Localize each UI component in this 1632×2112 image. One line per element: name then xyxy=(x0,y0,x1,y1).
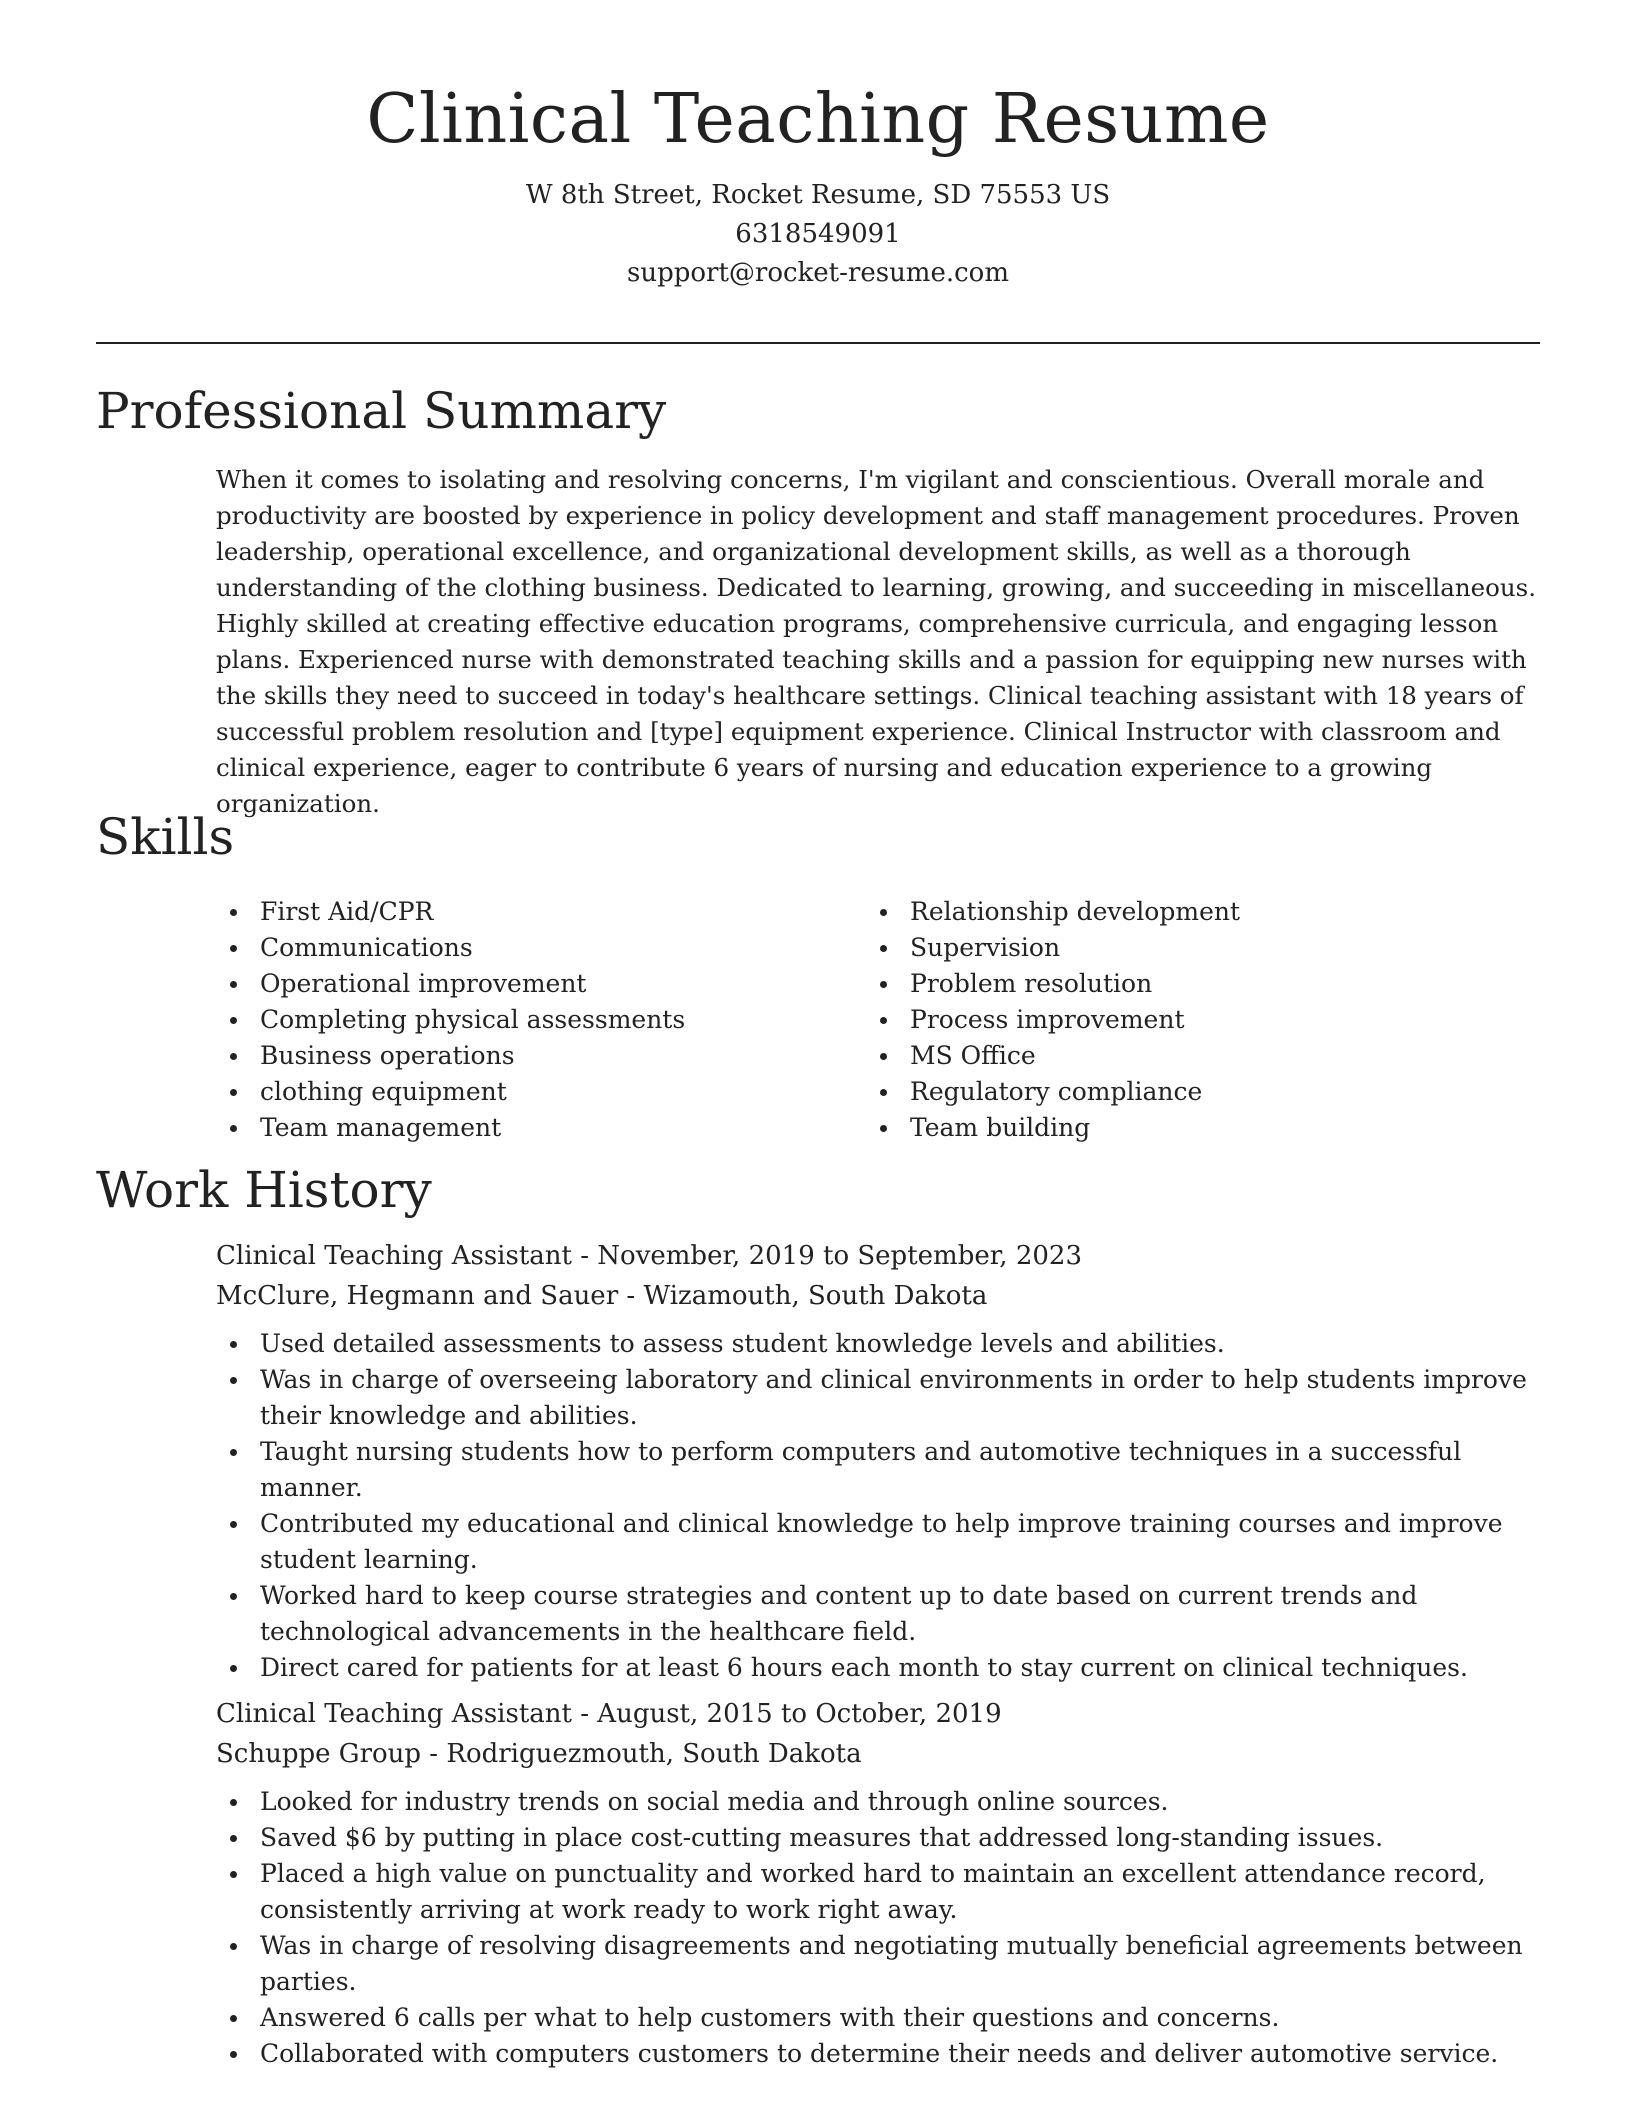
address: W 8th Street, Rocket Resume, SD 75553 US xyxy=(525,180,1111,210)
job-dates: - August, 2015 to October, 2019 xyxy=(571,1699,1002,1729)
skills-heading: Skills xyxy=(96,808,235,866)
resume-title: Clinical Teaching Resume xyxy=(366,80,1270,159)
skill-item: Relationship development xyxy=(866,894,1516,930)
contact-info xyxy=(96,176,1540,293)
job-bullet: Taught nursing students how to perform computers and automotive techniques in a successful manner. xyxy=(216,1434,1546,1506)
skill-item: Team building xyxy=(866,1110,1516,1146)
skill-item: Team management xyxy=(216,1110,866,1146)
skill-item: First Aid/CPR xyxy=(216,894,866,930)
job-company-line xyxy=(216,1734,1546,1774)
email: support@rocket-resume.com xyxy=(626,258,1009,288)
summary-heading: Professional Summary xyxy=(96,382,667,440)
skill-item: Communications xyxy=(216,930,866,966)
job-bullet: Contributed my educational and clinical knowledge to help improve training courses and improve student learning. xyxy=(216,1506,1546,1578)
job-bullet: Direct cared for patients for at least 6 hours each month to stay current on clinical techniques. xyxy=(216,1650,1546,1686)
job-location: - Rodriguezmouth, South Dakota xyxy=(421,1739,862,1769)
job-bullets xyxy=(216,1326,1546,1686)
job-company-line xyxy=(216,1276,1546,1316)
skill-item: Regulatory compliance xyxy=(866,1074,1516,1110)
job-title: Clinical Teaching Assistant xyxy=(216,1699,572,1729)
job-title-line xyxy=(216,1236,1546,1276)
header-divider xyxy=(96,342,1540,344)
job-title-line xyxy=(216,1694,1546,1734)
skill-item: Business operations xyxy=(216,1038,866,1074)
phone: 6318549091 xyxy=(735,219,901,249)
job-bullet: Saved $6 by putting in place cost-cutting measures that addressed long-standing issues. xyxy=(216,1820,1546,1856)
job-title: Clinical Teaching Assistant xyxy=(216,1241,572,1271)
job-company: McClure, Hegmann and Sauer xyxy=(216,1281,619,1311)
job-entry xyxy=(216,1694,1546,2072)
skill-item: Process improvement xyxy=(866,1002,1516,1038)
job-bullet: Answered 6 calls per what to help customers with their questions and concerns. xyxy=(216,2000,1546,2036)
job-bullet: Worked hard to keep course strategies and content up to date based on current trends and technological advancements in the healthcare field. xyxy=(216,1578,1546,1650)
skills-list xyxy=(216,894,1546,1146)
skill-item: Completing physical assessments xyxy=(216,1002,866,1038)
summary-text: When it comes to isolating and resolving concerns, I'm vigilant and conscientious. Overall morale and productivity are boosted by experience in policy development and staff management procedures. Proven leadership, operational excellence, and organizational development skills, as well as a thorough understanding of the clothing business. Dedicated to learning, growing, and succeeding in miscellaneous. Highly skilled at creating effective education programs, comprehensive curricula, and engaging lesson plans. Experienced nurse with demonstrated teaching skills and a passion for equipping new nurses with the skills they need to succeed in today's healthcare settings. Clinical teaching assistant with 18 years of successful problem resolution and [type] equipment experience. Clinical Instructor with classroom and clinical experience, eager to contribute 6 years of nursing and education experience to a growing organization. xyxy=(216,465,1537,818)
job-bullet: Was in charge of resolving disagreements and negotiating mutually beneficial agreements between parties. xyxy=(216,1928,1546,2000)
job-bullets xyxy=(216,1784,1546,2072)
job-bullet: Placed a high value on punctuality and worked hard to maintain an excellent attendance record, consistently arriving at work ready to work right away. xyxy=(216,1856,1546,1928)
skill-item: MS Office xyxy=(866,1038,1516,1074)
job-dates: - November, 2019 to September, 2023 xyxy=(571,1241,1082,1271)
skill-item: clothing equipment xyxy=(216,1074,866,1110)
resume-header xyxy=(96,78,1540,293)
skill-item: Problem resolution xyxy=(866,966,1516,1002)
skill-item: Operational improvement xyxy=(216,966,866,1002)
job-bullet: Used detailed assessments to assess student knowledge levels and abilities. xyxy=(216,1326,1546,1362)
job-bullet: Looked for industry trends on social media and through online sources. xyxy=(216,1784,1546,1820)
job-bullet: Was in charge of overseeing laboratory and clinical environments in order to help students improve their knowledge and abilities. xyxy=(216,1362,1546,1434)
job-location: - Wizamouth, South Dakota xyxy=(618,1281,988,1311)
job-entry xyxy=(216,1236,1546,1686)
job-bullet: Collaborated with computers customers to determine their needs and deliver automotive service. xyxy=(216,2036,1546,2072)
work-history-heading: Work History xyxy=(96,1161,432,1219)
skill-item: Supervision xyxy=(866,930,1516,966)
job-company: Schuppe Group xyxy=(216,1739,422,1769)
